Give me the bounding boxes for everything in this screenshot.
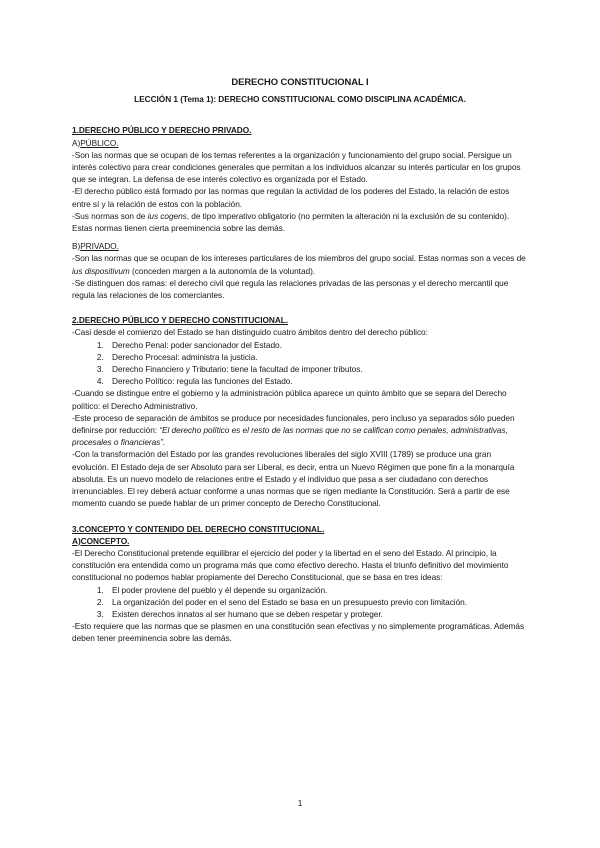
- quotation: “El derecho político es el resto de las normas que no se califican como penales, administrativas, procesales o financieras”.: [72, 425, 508, 448]
- section-1-heading: 1.DERECHO PÚBLICO Y DERECHO PRIVADO.: [72, 125, 252, 136]
- document-title: DERECHO CONSTITUCIONAL I: [231, 76, 369, 87]
- list-item: 2. Derecho Procesal: administra la justicia.: [106, 351, 528, 363]
- paragraph: -El derecho público está formado por las normas que regulan la actividad de los poderes del Estado, la relación de estos entre sí y la relación de estos con la población.: [72, 186, 510, 209]
- paragraph: -Son las normas que se ocupan de los intereses particulares de los miembros del grupo social. Estas normas son a veces de ius dispositivum (conceden margen a la autonomía de la voluntad).: [72, 253, 526, 276]
- document-body: [72, 76, 528, 645]
- latin-term: ius dispositivum: [72, 265, 130, 276]
- paragraph: -Esto requiere que las normas que se plasmen en una constitución sean efectivas y no simplemente programáticas. Además deben tener preeminencia sobre las demás.: [72, 621, 525, 644]
- section-3-heading: 3.CONCEPTO Y CONTENIDO DEL DERECHO CONSTITUCIONAL.: [72, 523, 325, 534]
- list-item: 2. La organización del poder en el seno del Estado se basa en un presupuesto previo con limitación.: [106, 596, 528, 608]
- paragraph: -Con la transformación del Estado por las grandes revoluciones liberales del siglo XVIII (1789) se produce una gran evolución. El Estado deja de ser Absoluto para ser Liberal, es decir, entra un Nuevo Régimen que pone fin a la monarquía absoluta. Es un nuevo modelo de relaciones entre el Estado y el individuo que pasa a ser ciudadano con derechos irrenunciables. El rey deberá actuar conforme a unas normas que se rigen mediante la Constitución. Será a partir de ese momento cuando se puede hablar de un primer concepto de Derecho Constitucional.: [72, 449, 515, 509]
- list-item: 1. El poder proviene del pueblo y él depende su organización.: [106, 584, 528, 596]
- numbered-list: [72, 584, 528, 621]
- subsection-label: PÚBLICO.: [80, 137, 119, 148]
- paragraph: -Cuando se distingue entre el gobierno y la administración pública aparece un quinto ámbito que se separa del Derecho político: el Derecho Administrativo.: [72, 388, 507, 411]
- subsection-privado-heading: [72, 240, 528, 252]
- list-item: 1. Derecho Penal: poder sancionador del Estado.: [106, 339, 528, 351]
- list-item: 3. Existen derechos innatos al ser humano que se deben respetar y proteger.: [106, 608, 528, 620]
- paragraph: -El Derecho Constitucional pretende equilibrar el ejercicio del poder y la libertad en el seno del Estado. Al principio, la constitución era entendida como un programa más que como efectivo derecho. Hasta el triunfo definitivo del movimiento constitucional no podemos hablar propiamente del Derecho Constitucional, que se basa en tres ideas:: [72, 547, 509, 583]
- paragraph: -Se distinguen dos ramas: el derecho civil que regula las relaciones privadas de las personas y el derecho mercantil que regula las relaciones de los comerciantes.: [72, 277, 509, 301]
- list-item: 3. Derecho Financiero y Tributario: tiene la facultad de imponer tributos.: [106, 363, 528, 375]
- section-2-heading: 2.DERECHO PÚBLICO Y DERECHO CONSTITUCIONAL.: [72, 315, 289, 326]
- subsection-prefix: A): [72, 137, 81, 148]
- paragraph: -Casi desde el comienzo del Estado se han distinguido cuatro ámbitos dentro del derecho público:: [72, 327, 428, 338]
- subsection-label: PRIVADO.: [80, 241, 119, 252]
- document-subtitle: LECCIÓN 1 (Tema 1): DERECHO CONSTITUCIONAL COMO DISCIPLINA ACADÉMICA.: [134, 94, 466, 105]
- page-number: 1: [297, 798, 303, 808]
- subsection-concepto-heading: A)CONCEPTO.: [72, 535, 130, 546]
- paragraph: -Son las normas que se ocupan de los temas referentes a la organización y funcionamiento del grupo social. Persigue un interés colectivo para crear condiciones generales que permitan a los individuos alcanzar su interés particular en los grupos que se integran. La defensa de ese interés colectivo es organizada por el Estado.: [72, 149, 521, 185]
- paragraph: -Sus normas son de ius cogens, de tipo imperativo obligatorio (no permiten la alteración ni la exclusión de su contenido). Estas normas tienen cierta preeminencia sobre las demás.: [72, 210, 510, 234]
- subsection-prefix: B): [72, 241, 81, 252]
- list-item: 4. Derecho Político: regula las funciones del Estado.: [106, 375, 528, 387]
- latin-term: ius cogens: [147, 210, 187, 221]
- paragraph: -Este proceso de separación de ámbitos se produce por necesidades funcionales, pero incluso ya separados sólo pueden definirse por reducción: “El derecho político es el resto de las normas que no se califican como penales, administrativas, procesales o financieras”.: [72, 412, 515, 448]
- numbered-list: [72, 339, 528, 388]
- subsection-publico-heading: [72, 137, 528, 149]
